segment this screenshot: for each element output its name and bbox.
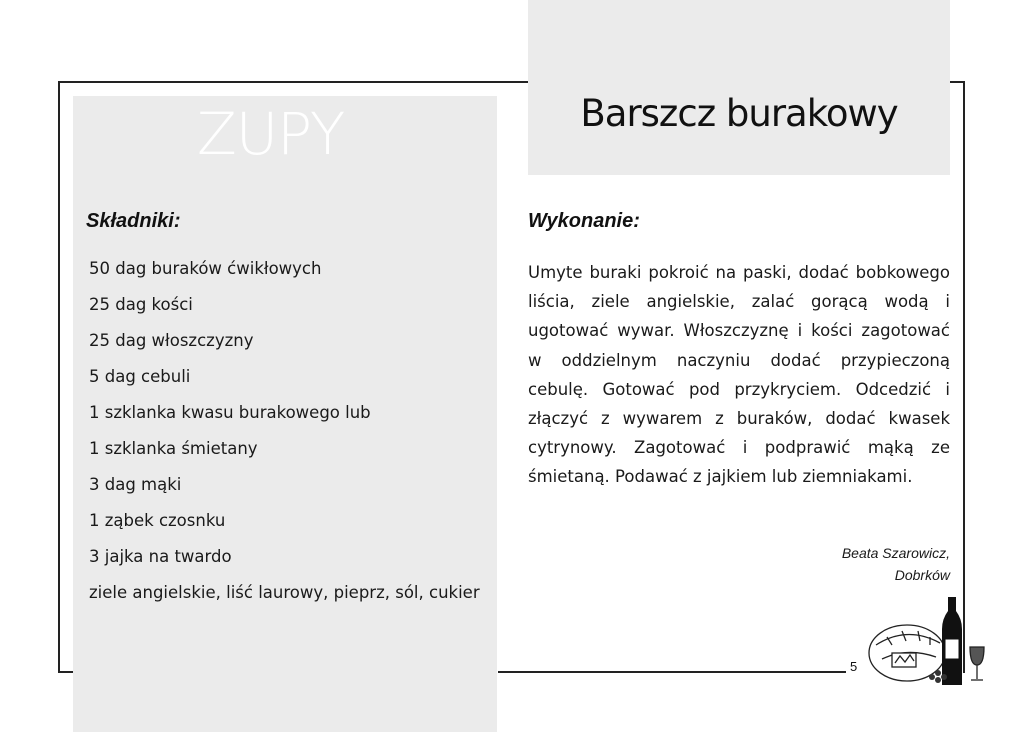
- ingredients-list: [89, 257, 489, 617]
- ingredient-item: 3 jajka na twardo: [89, 547, 232, 566]
- ingredient-item: 25 dag włoszczyzny: [89, 331, 254, 350]
- ingredient-item: 5 dag cebuli: [89, 367, 191, 386]
- author-signature: [700, 542, 950, 586]
- ingredient-item: ziele angielskie, liść laurowy, pieprz, sól, cukier: [89, 583, 480, 602]
- section-title: ZUPY: [197, 100, 345, 168]
- ingredient-item: 1 ząbek czosnku: [89, 511, 226, 530]
- wine-bottle-drawing: [942, 597, 962, 685]
- wine-glass-drawing: [970, 647, 984, 680]
- title-box: [528, 0, 950, 175]
- author-name: Beata Szarowicz,: [841, 545, 950, 561]
- page-number: 5: [850, 659, 858, 674]
- ingredient-item: 50 dag buraków ćwikłowych: [89, 259, 322, 278]
- ingredient-item: 3 dag mąki: [89, 475, 182, 494]
- bread-loaf-drawing: [869, 625, 945, 681]
- ingredients-heading: Składniki:: [86, 210, 181, 232]
- recipe-title: Barszcz burakowy: [580, 92, 898, 135]
- bread-wine-illustration: [862, 595, 992, 695]
- frame-line-top-left: [58, 81, 528, 83]
- ingredient-item: 25 dag kości: [89, 295, 193, 314]
- ingredient-item: 1 szklanka śmietany: [89, 439, 258, 458]
- method-heading: Wykonanie:: [528, 210, 640, 232]
- author-place: Dobrków: [894, 567, 950, 583]
- ingredient-item: 1 szklanka kwasu burakowego lub: [89, 403, 371, 422]
- method-text: Umyte buraki pokroić na paski, dodać bobkowego liścia, ziele angielskie, zalać gorącą wodą i ugotować wywar. Włoszczyznę i kości zagotować w oddzielnym naczyniu dodać przypieczoną cebulę. Gotować pod przykryciem. Odcedzić i złączyć z wywarem z buraków, dodać kwasek cytrynowy. Zagotować i podprawić mąką ze śmietaną. Podawać z jajkiem lub ziemniakami.: [528, 263, 950, 487]
- frame-line-bottom-left: [58, 671, 74, 673]
- frame-line-bottom-mid: [498, 671, 846, 673]
- frame-line-left: [58, 81, 60, 673]
- frame-line-right: [963, 81, 965, 673]
